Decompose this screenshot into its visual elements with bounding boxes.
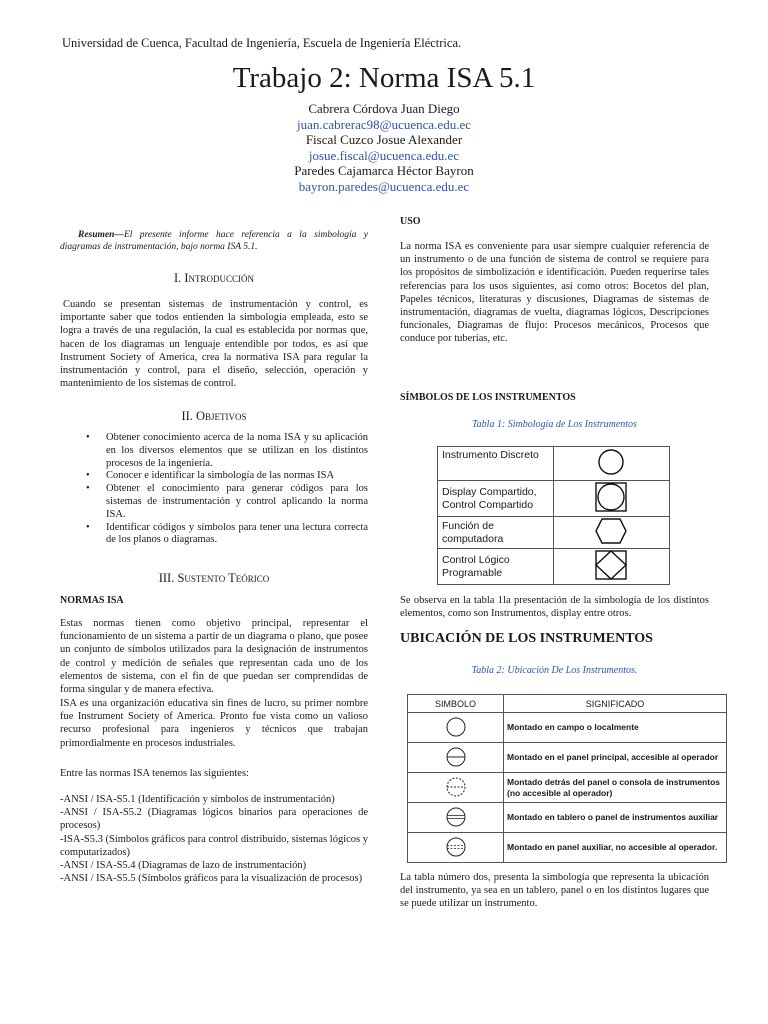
section-number: III. bbox=[158, 571, 175, 585]
list-item: -ANSI / ISA-S5.2 (Diagramas lógicos binarios para operaciones de procesos) bbox=[60, 807, 368, 832]
behind-panel-symbol-icon bbox=[408, 773, 504, 803]
objectives-list bbox=[86, 432, 368, 547]
table-row bbox=[408, 833, 727, 863]
subheading-normas: NORMAS ISA bbox=[60, 595, 124, 606]
table-1 bbox=[437, 446, 670, 585]
table-row bbox=[438, 481, 670, 517]
subheading-ubicacion: UBICACIÓN DE LOS INSTRUMENTOS bbox=[400, 631, 653, 646]
table-1-caption: Tabla 1: Simbología de Los Instrumentos bbox=[472, 419, 637, 430]
table-cell: Montado en tablero o panel de instrumentos auxiliar bbox=[504, 803, 727, 833]
shared-display-symbol-icon bbox=[553, 481, 669, 517]
table-row bbox=[438, 447, 670, 481]
table-row bbox=[408, 803, 727, 833]
author-name: Paredes Cajamarca Héctor Bayron bbox=[294, 163, 474, 178]
page-header: Universidad de Cuenca, Facultad de Ingeniería, Escuela de Ingeniería Eléctrica. bbox=[62, 36, 462, 50]
list-item: -ANSI / ISA-S5.5 (Símbolos gráficos para la visualización de procesos) bbox=[60, 873, 363, 885]
abstract bbox=[60, 229, 368, 253]
section-number: I. bbox=[173, 271, 182, 285]
theory-paragraph-3: Entre las normas ISA tenemos las siguientes: bbox=[60, 768, 249, 779]
section-heading-intro bbox=[60, 271, 368, 286]
section-heading-objectives bbox=[60, 409, 368, 424]
field-mounted-symbol-icon bbox=[408, 713, 504, 743]
theory-paragraph-1: Estas normas tienen como objetivo principal, representar el funcionamiento de un sistema a partir de un diagrama o plano, que posee un conjunto de símbolos utilizados para la designación de instrumentos de control y medición de señales que representan cada uno de los elementos de sistema, con el fin de que puedan ser comprendidas de forma singular y de manera efectiva. bbox=[60, 618, 368, 696]
table-row bbox=[408, 773, 727, 803]
table-row bbox=[438, 549, 670, 585]
table-header-row bbox=[408, 695, 727, 713]
circle-symbol-icon bbox=[553, 447, 669, 481]
table-row bbox=[408, 713, 727, 743]
table-2-caption: Tabla 2: Ubicación De Los Instrumentos. bbox=[471, 665, 638, 676]
table-cell: Función de computadora bbox=[438, 517, 554, 549]
list-item: • Obtener conocimiento acerca de la noma ISA y su aplicación en los diversos elementos que se utilizan en los distintos procesos de la ingeniería. bbox=[86, 432, 368, 469]
list-item: -ANSI / ISA-S5.4 (Diagramas de lazo de instrumentación) bbox=[60, 860, 307, 872]
table-cell: Montado en panel auxiliar, no accesible al operador. bbox=[504, 833, 727, 863]
author-name: Fiscal Cuzco Josue Alexander bbox=[305, 132, 463, 147]
column-header: SIMBOLO bbox=[408, 695, 504, 713]
hexagon-symbol-icon bbox=[553, 517, 669, 549]
list-item: • Conocer e identificar la simbología de las normas ISA bbox=[86, 470, 335, 482]
paper-title: Trabajo 2: Norma ISA 5.1 bbox=[232, 62, 536, 94]
table-1-description: Se observa en la tabla 1la presentación de la simbología de los distintos elementos, como son Instrumentos, display entre otros. bbox=[400, 595, 709, 620]
section-title: Sustento Teórico bbox=[177, 571, 270, 585]
auxiliary-panel-hidden-symbol-icon bbox=[408, 833, 504, 863]
list-item: -ISA-S5.3 (Símbolos gráficos para control distribuido, sistemas lógicos y computarizados) bbox=[60, 833, 368, 858]
author-email[interactable]: juan.cabrerac98@ucuenca.edu.ec bbox=[296, 116, 471, 132]
list-item: • Obtener el conocimiento para generar códigos para los sistemas de instrumentación y control aplicando la norma ISA. bbox=[86, 483, 368, 520]
table-cell: Montado en el panel principal, accesible al operador bbox=[504, 743, 727, 773]
section-heading-theory bbox=[60, 571, 368, 586]
subheading-uso: USO bbox=[400, 216, 421, 227]
author-block bbox=[0, 101, 768, 194]
table-cell: Display Compartido, Control Compartido bbox=[438, 481, 554, 517]
subheading-simbolos: SÍMBOLOS DE LOS INSTRUMENTOS bbox=[400, 392, 576, 403]
section-title: Introducción bbox=[184, 271, 255, 285]
table-row bbox=[408, 743, 727, 773]
author-email[interactable]: bayron.paredes@ucuenca.edu.ec bbox=[298, 178, 470, 194]
abstract-text: El presente informe hace referencia a la simbología y diagramas de instrumentación, bajo norma ISA 5.1. bbox=[60, 230, 368, 252]
column-header: SIGNIFICADO bbox=[504, 695, 727, 713]
uso-paragraph: La norma ISA es conveniente para usar siempre cualquier referencia de un instrumento o de una función de sistema de control se requiere para los propósitos de simbolización e identificación. Pueden requerirse tales referencias para los usos siguientes, así como otros: Bocetos del plan, Papeles técnicos, literaturas y discusiones, Diagramas de sistemas de instrumentación, diagramas de vuelta, diagramas lógicos, Descripciones funcionales, Diagramas de flujo: Procesos mecánicos, Procesos que conduce por tuberías, etc. bbox=[400, 241, 709, 345]
theory-paragraph-2: ISA es una organización educativa sin fines de lucro, su primer nombre fue Instrument Society of America. Pronto fue vista como un valioso recurso profesional para ingenieros y técnicos que trabajan primordialmente en procesos industriales. bbox=[60, 698, 368, 749]
list-item: • Identificar códigos y símbolos para tener una lectura correcta de los planos o diagramas. bbox=[86, 521, 368, 546]
table-row bbox=[438, 517, 670, 549]
norms-list bbox=[60, 793, 368, 885]
table-2 bbox=[407, 694, 727, 863]
table-cell: Montado en campo o localmente bbox=[504, 713, 727, 743]
main-panel-symbol-icon bbox=[408, 743, 504, 773]
abstract-label: Resumen— bbox=[78, 230, 124, 240]
auxiliary-panel-symbol-icon bbox=[408, 803, 504, 833]
table-cell: Instrumento Discreto bbox=[438, 447, 554, 481]
section-title: Objetivos bbox=[196, 409, 247, 423]
table-cell: Montado detrás del panel o consola de instrumentos (no accesible al operador) bbox=[504, 773, 727, 803]
list-item: -ANSI / ISA-S5.1 (Identificación y símbolos de instrumentación) bbox=[60, 794, 335, 805]
author-email[interactable]: josue.fiscal@ucuenca.edu.ec bbox=[308, 147, 460, 163]
intro-paragraph: Cuando se presentan sistemas de instrumentación y control, es importante saber que todos entienden la simbología empleada, esto se logra a través de una regulación, la cual es establecida por normas que, hacen de los diagramas un lenguaje entendible por todos, es así que Instrument Society of America, crea la normativa ISA para regular la instrumentación y control, para el diseño, selección, operación y mantenimiento de los sistemas de control. bbox=[60, 299, 368, 390]
author-name: Cabrera Córdova Juan Diego bbox=[308, 101, 460, 116]
plc-symbol-icon bbox=[553, 549, 669, 585]
section-number: II. bbox=[181, 409, 193, 423]
table-2-description: La tabla número dos, presenta la simbología que representa la ubicación del instrumento, ya sea en un tablero, panel o en los distintos lugares que se puede utilizar un instrumento. bbox=[400, 872, 709, 910]
table-cell: Control Lógico Programable bbox=[438, 549, 554, 585]
